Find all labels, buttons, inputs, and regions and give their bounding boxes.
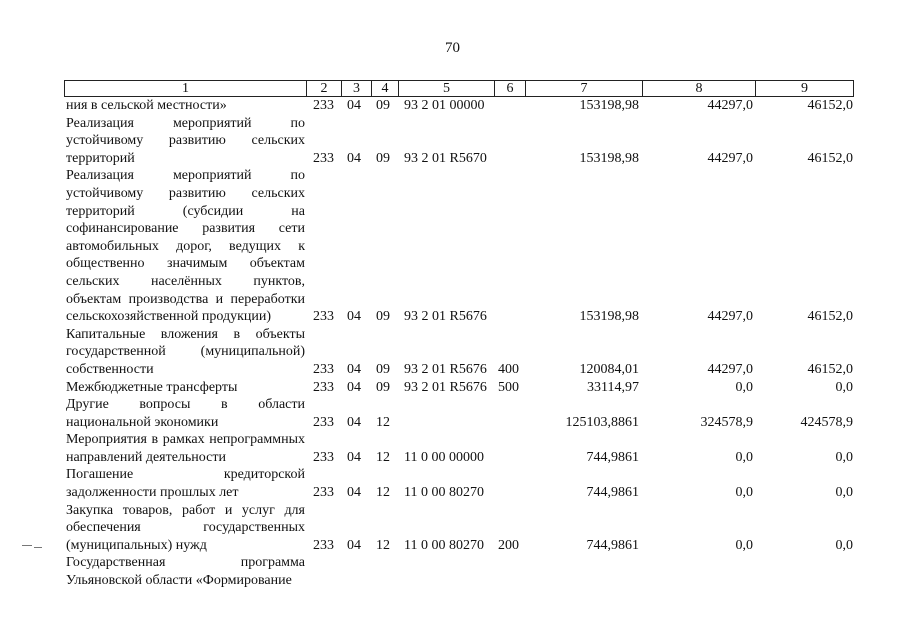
- cell-amount-8: 324578,9: [700, 414, 753, 430]
- table-row: [0, 326, 905, 379]
- cell-amount-8: 44297,0: [707, 361, 753, 377]
- cell-subsection: 12: [376, 485, 390, 501]
- cell-section: 04: [347, 361, 361, 377]
- cell-target-article: 93 2 01 R5676: [404, 309, 487, 325]
- cell-subsection: 09: [376, 150, 390, 166]
- cell-amount-9: 0,0: [835, 449, 853, 465]
- cell-target-article: 11 0 00 80270: [404, 537, 484, 553]
- header-col-7: 7: [526, 81, 643, 96]
- table-row: [0, 379, 905, 397]
- cell-expense-type: 400: [498, 361, 519, 377]
- cell-amount-8: 0,0: [735, 485, 753, 501]
- header-col-6: 6: [495, 81, 526, 96]
- cell-section: 04: [347, 98, 361, 113]
- cell-section: 04: [347, 150, 361, 166]
- cell-ministry: 233: [313, 485, 334, 501]
- cell-ministry: 233: [313, 537, 334, 553]
- cell-ministry: 233: [313, 379, 334, 395]
- cell-target-article: 11 0 00 00000: [404, 449, 484, 465]
- cell-amount-8: 0,0: [735, 379, 753, 395]
- cell-amount-9: 46152,0: [807, 150, 853, 166]
- cell-amount-7: 744,9861: [586, 449, 639, 465]
- table-row: [0, 466, 905, 501]
- cell-subsection: 09: [376, 379, 390, 395]
- cell-amount-7: 153198,98: [579, 309, 639, 325]
- cell-subsection: 09: [376, 361, 390, 377]
- cell-target-article: 93 2 01 00000: [404, 98, 485, 113]
- scan-mark: [22, 545, 32, 546]
- cell-subsection: 12: [376, 449, 390, 465]
- cell-amount-7: 744,9861: [586, 537, 639, 553]
- header-col-8: 8: [643, 81, 756, 96]
- row-description: Реализация мероприятий по устойчивому развитию сельских территорий (субсидии на софинансирование развития сети автомобильных дорог, ведущих к общественно значимым объектам сельских населённых пунктов, объектам производства и переработки сельскохозяйственной продукции): [66, 168, 305, 325]
- header-col-9: 9: [801, 81, 808, 96]
- page-number: 70: [445, 40, 460, 56]
- cell-ministry: 233: [313, 98, 334, 113]
- cell-section: 04: [347, 414, 361, 430]
- cell-expense-type: 500: [498, 379, 519, 395]
- cell-target-article: 93 2 01 R5676: [404, 379, 487, 395]
- cell-amount-7: 120084,01: [579, 361, 639, 377]
- cell-amount-8: 0,0: [735, 449, 753, 465]
- cell-subsection: 12: [376, 537, 390, 553]
- header-col-5: 5: [399, 81, 495, 96]
- row-description: Закупка товаров, работ и услуг для обеспечения государственных (муниципальных) нужд: [66, 502, 305, 553]
- cell-amount-8: 44297,0: [707, 309, 753, 325]
- cell-amount-9: 46152,0: [807, 309, 853, 325]
- table-row: [0, 502, 905, 555]
- table-row: [0, 97, 905, 115]
- header-col-3: 3: [342, 81, 372, 96]
- header-col-2: 2: [307, 81, 342, 96]
- table-header: [64, 80, 854, 97]
- cell-amount-9: 424578,9: [800, 414, 853, 430]
- row-description: ния в сельской местности»: [66, 98, 227, 113]
- cell-section: 04: [347, 379, 361, 395]
- cell-amount-8: 44297,0: [707, 98, 753, 113]
- cell-amount-8: 44297,0: [707, 150, 753, 166]
- cell-amount-9: 46152,0: [807, 361, 853, 377]
- cell-amount-7: 153198,98: [579, 98, 639, 113]
- table-row: [0, 396, 905, 431]
- cell-amount-9: 0,0: [835, 379, 853, 395]
- cell-ministry: 233: [313, 309, 334, 325]
- header-col-1: 1: [65, 81, 307, 96]
- cell-ministry: 233: [313, 414, 334, 430]
- cell-subsection: 09: [376, 309, 390, 325]
- row-description: Государственная программа Ульяновской области «Формирование: [66, 555, 305, 589]
- cell-subsection: 12: [376, 414, 390, 430]
- table-body: [0, 97, 905, 590]
- cell-amount-7: 744,9861: [586, 485, 639, 501]
- cell-ministry: 233: [313, 150, 334, 166]
- cell-amount-9: 0,0: [835, 485, 853, 501]
- cell-section: 04: [347, 485, 361, 501]
- row-description: Реализация мероприятий по устойчивому развитию сельских территорий: [66, 115, 305, 166]
- table-row: [0, 431, 905, 466]
- cell-ministry: 233: [313, 449, 334, 465]
- row-description: Другие вопросы в области национальной экономики: [66, 397, 305, 430]
- cell-amount-9: 46152,0: [807, 98, 853, 113]
- row-description: Мероприятия в рамках непрограммных направлений деятельности: [66, 432, 305, 465]
- cell-target-article: 11 0 00 80270: [404, 485, 484, 501]
- cell-amount-7: 33114,97: [587, 379, 639, 395]
- cell-amount-9: 0,0: [835, 537, 853, 553]
- cell-ministry: 233: [313, 361, 334, 377]
- cell-subsection: 09: [376, 98, 390, 113]
- cell-amount-7: 125103,8861: [565, 414, 639, 430]
- row-description: Межбюджетные трансферты: [66, 379, 238, 395]
- cell-section: 04: [347, 537, 361, 553]
- header-col-4: 4: [372, 81, 399, 96]
- cell-section: 04: [347, 449, 361, 465]
- row-description: Капитальные вложения в объекты государственной (муниципальной) собственности: [66, 326, 305, 377]
- cell-amount-7: 153198,98: [579, 150, 639, 166]
- cell-amount-8: 0,0: [735, 537, 753, 553]
- scan-mark: [34, 547, 42, 548]
- table-row: [0, 115, 905, 168]
- cell-section: 04: [347, 309, 361, 325]
- table-row: [0, 554, 905, 589]
- table-row: [0, 167, 905, 325]
- cell-target-article: 93 2 01 R5676: [404, 361, 487, 377]
- cell-expense-type: 200: [498, 537, 519, 553]
- cell-target-article: 93 2 01 R5670: [404, 150, 487, 166]
- row-description: Погашение кредиторской задолженности прошлых лет: [66, 467, 305, 501]
